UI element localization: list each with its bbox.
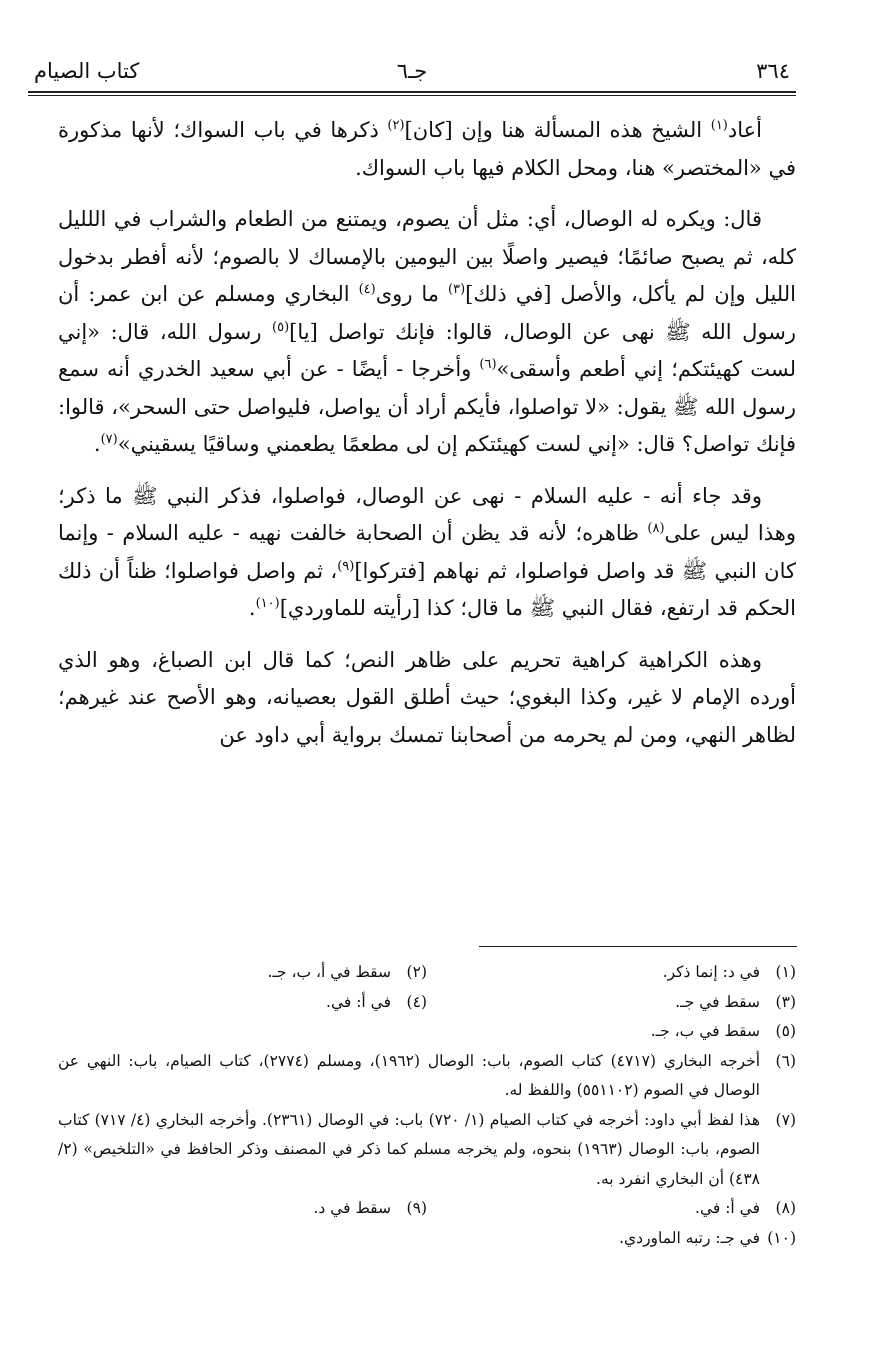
text-run: الشيخ هذه المسألة هنا وإن [كان] — [404, 118, 711, 142]
footnote-text: سقط في د. — [313, 1199, 391, 1217]
text-run: ذكرها في باب السواك؛ لأنها مذكورة في «المختصر» هنا، ومحل الكلام فيها باب السواك. — [58, 118, 796, 180]
footnote-row — [58, 1224, 796, 1254]
footnote-number: (١٠) — [767, 1228, 796, 1247]
footnote-ref: (٥) — [272, 319, 290, 335]
paragraph — [58, 201, 796, 464]
footnote — [58, 1194, 427, 1224]
book-title: كتاب الصيام — [34, 59, 140, 83]
footnote-row — [58, 958, 796, 988]
footnote-row — [58, 988, 796, 1018]
footnote-number: (٣) — [775, 992, 796, 1011]
main-text — [58, 112, 796, 768]
footnote-number: (٤) — [406, 992, 427, 1011]
footnote-text: سقط في أ، ب، جـ. — [267, 963, 391, 981]
volume-label: جـ٦ — [396, 59, 428, 83]
text-run: أعاد — [727, 118, 762, 142]
footnote-ref: (٩) — [337, 558, 355, 574]
footnote-row — [58, 1194, 796, 1224]
footnote-number: (٢) — [406, 963, 427, 981]
text-run: ، ثم واصل فواصلوا؛ ظناً أن ذلك الحكم قد ارتفع، فقال النبي ﷺ ما قال؛ كذا [رأيته للماوردي] — [58, 558, 796, 620]
footnote-row — [58, 1017, 796, 1047]
footnote-row — [58, 1106, 796, 1195]
footnote — [58, 958, 427, 988]
footnote-text: في جـ: رتبه الماوردي. — [619, 1228, 760, 1247]
header-rule-thick — [28, 91, 796, 93]
footnote-text: هذا لفظ أبي داود: أخرجه في كتاب الصيام (١/ ٧٢٠) باب: في الوصال (٢٣٦١). وأخرجه البخاري (٤/ ٧١٧) كتاب الصوم، باب: الوصال (١٩٦٣) بنحوه، ولم يخرجه مسلم كما ذكر في المصنف وذكر الحافظ في «التلخيص» (٢/ ٤٣٨) أن البخاري انفرد به. — [58, 1110, 761, 1188]
footnote-number: (١) — [775, 963, 796, 981]
text-run: وأخرجا - أيضًا - عن أبي سعيد الخدري أنه سمع رسول الله ﷺ يقول: «لا تواصلوا، فأيكم أراد أن يواصل، فليواصل حتى السحر»، قالوا: فإنك تواصل؟ قال: «إني لست كهيئتكم إن لى مطعمًا يطعمني وساقيًا يسقيني» — [58, 357, 796, 456]
footnote-ref: (١٠) — [255, 596, 280, 611]
footnote-ref: (٣) — [448, 282, 466, 297]
footnote — [427, 1194, 796, 1224]
footnote-ref: (٤) — [358, 282, 376, 297]
header-rule-thin — [28, 95, 796, 96]
paragraph — [58, 112, 796, 187]
running-header — [28, 50, 796, 94]
footnote-ref: (٢) — [387, 118, 405, 133]
footnote-number: (٦) — [775, 1051, 796, 1070]
text-run: وقد جاء أنه - عليه السلام - نهى عن الوصال، فواصلوا، فذكر النبي ﷺ ما ذكر؛ وهذا ليس على — [58, 483, 796, 545]
text-run: وهذه الكراهية كراهية تحريم على ظاهر النص؛ كما قال ابن الصباغ، وهو الذي أورده الإمام لا غير، وكذا البغوي؛ حيث أطلق القول بعصيانه، وهو الأصح عند غيرهم؛ لظاهر النهي، ومن لم يحرمه من أصحابنا تمسك برواية أبي داود عن — [58, 647, 796, 747]
page-number: ٣٦٤ — [756, 59, 790, 83]
footnote-text: سقط في ب، جـ. — [650, 1022, 760, 1040]
text-run: ظاهره؛ لأنه قد يظن أن الصحابة خالفت نهيه - عليه السلام - وإنما كان النبي ﷺ قد واصل فواصلوا، ثم نهاهم [فتركوا] — [58, 521, 796, 583]
paragraph — [58, 478, 796, 628]
footnote-text: في أ: في. — [326, 992, 391, 1011]
footnote-ref: (٨) — [647, 521, 665, 536]
text-run: قال: ويكره له الوصال، أي: مثل أن يصوم، ويمتنع من الطعام والشراب في اللليل كله، ثم يصبح صائمًا؛ فيصير واصلًا بين اليومين بالإمساك لا بالصوم؛ لأنه أفطر بدخول الليل وإن لم يأكل، والأصل [في ذلك] — [58, 207, 796, 306]
footnote-text: في أ: في. — [695, 1199, 760, 1217]
paragraph — [58, 642, 796, 755]
footnote-row — [58, 1047, 796, 1106]
footnote — [58, 1224, 796, 1254]
footnote — [427, 988, 796, 1018]
footnote-number: (٧) — [775, 1110, 796, 1129]
footnote-ref: (٦) — [479, 357, 497, 372]
footnote — [427, 958, 796, 988]
footnote — [58, 1106, 796, 1195]
footnote — [58, 1017, 796, 1047]
footnote-number: (٥) — [775, 1022, 796, 1040]
footnote-number: (٩) — [406, 1199, 427, 1217]
footnote — [58, 988, 427, 1018]
text-run: ما روى — [375, 282, 448, 306]
text-run: . — [93, 432, 101, 456]
footnote-separator — [479, 946, 797, 947]
footnotes — [58, 958, 796, 1253]
footnote-text: أخرجه البخاري (٤٧١٧) كتاب الصوم، باب: الوصال (١٩٦٢)، ومسلم (٢٧٧٤)، كتاب الصيام، باب: النهي عن الوصال في الصوم (٥٥١١٠٢) واللفظ له. — [58, 1051, 760, 1099]
footnote-ref: (١) — [710, 118, 728, 133]
footnote-number: (٨) — [775, 1199, 796, 1217]
footnote-ref: (٧) — [100, 432, 118, 447]
text-run: البخاري ومسلم عن ابن عمر: أن رسول الله ﷺ نهى عن الوصال، قالوا: فإنك تواصل [يا] — [58, 282, 796, 344]
text-run: . — [248, 596, 256, 620]
footnote — [58, 1047, 796, 1106]
footnote-text: في د: إنما ذكر. — [662, 963, 760, 981]
text-run: رسول الله، قال: «إني لست كهيئتكم؛ إني أطعم وأسقى» — [58, 319, 796, 381]
footnote-text: سقط في جـ. — [675, 992, 760, 1011]
